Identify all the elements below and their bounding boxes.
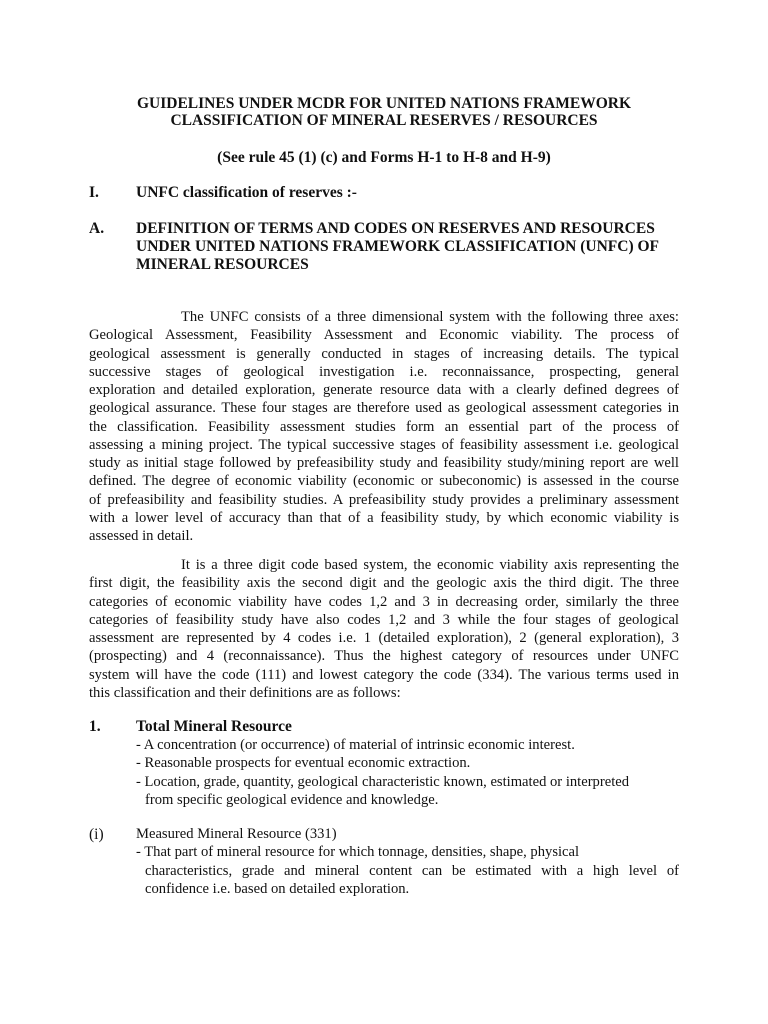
paragraph-line: assessing a mining project. The typical successive stages of feasibility assessment i.e. geological [89,436,679,453]
list-item: - Reasonable prospects for eventual economic extraction. [136,755,471,772]
item-i-title: Measured Mineral Resource (331) [136,826,337,842]
paragraph-line: of prefeasibility and feasibility studies. A prefeasibility study provides a preliminary assessment [89,491,679,508]
paragraph-line: with a lower level of accuracy than that of a feasibility study, by which economic viability is [89,509,679,526]
list-item: - Location, grade, quantity, geological characteristic known, estimated or interpreted [136,773,630,790]
paragraph-line: the classification. Feasibility assessment studies form an essential part of the process of [89,418,679,435]
item-1-title: Total Mineral Resource [136,718,292,735]
paragraph-line: The UNFC consists of a three dimensional system with the following three axes: [181,309,679,325]
paragraph-line: system will have the code (111) and lowest category the code (334). The various terms used in [89,666,679,683]
paragraph-line: defined. The degree of economic viability (economic or subeconomic) is assessed in the course [89,473,679,490]
document-title-line-2: CLASSIFICATION OF MINERAL RESERVES / RESOURCES [170,112,598,129]
paragraph-line: geological assessment is generally conducted in stages of increasing details. The typical [89,345,679,362]
item-i-block [136,825,679,898]
list-item-continuation: from specific geological evidence and knowledge. [145,791,439,808]
section-i-marker: I. [89,184,99,201]
paragraph-line: successive stages of geological investigation i.e. reconnaissance, prospecting, general [89,363,679,380]
section-a-heading-line-1: DEFINITION OF TERMS AND CODES ON RESERVES AND RESOURCES [136,220,655,237]
item-1-list [136,736,679,809]
section-i-heading: UNFC classification of reserves :- [136,184,357,201]
list-item-continuation: confidence i.e. based on detailed exploration. [145,880,410,897]
paragraph-code-system [89,556,679,702]
section-a-marker: A. [89,220,105,237]
paragraph-line: It is a three digit code based system, the economic viability axis representing the [181,557,679,573]
paragraph-line: (prospecting) and 4 (reconnaissance). Thus the highest category of resources under UNFC [89,648,679,665]
paragraph-line: assessment are represented by 4 codes i.e. 1 (detailed exploration), 2 (general exploration), 3 [89,630,679,646]
paragraph-line: exploration and detailed exploration, generate resource data with a clearly defined degrees of [89,382,679,398]
paragraph-line: study as initial stage followed by prefeasibility study and feasibility study/mining report are well [89,455,679,471]
section-a-heading-line-3: MINERAL RESOURCES [136,256,309,273]
paragraph-line: first digit, the feasibility axis the second digit and the geologic axis the third digit. The three [89,575,679,592]
list-item-continuation: characteristics, grade and mineral content can be estimated with a high level of [145,862,679,879]
list-item: - That part of mineral resource for which tonnage, densities, shape, physical [136,844,580,861]
item-1-marker: 1. [89,718,101,735]
paragraph-line: geological assurance. These four stages are therefore used as geological assessment categories in [89,400,679,417]
paragraph-line: categories of economic viability have codes 1,2 and 3 in decreasing order, similarly the three [89,593,679,610]
paragraph-line: Geological Assessment, Feasibility Assessment and Economic viability. The process of [89,327,679,344]
list-item: - A concentration (or occurrence) of material of intrinsic economic interest. [136,737,575,753]
paragraph-line: this classification and their definitions are as follows: [89,684,401,701]
paragraph-line: assessed in detail. [89,528,194,544]
document-title-line-1: GUIDELINES UNDER MCDR FOR UNITED NATIONS FRAMEWORK [136,95,632,112]
paragraph-line: categories of feasibility study have also codes 1,2 and 3 while the four stages of geological [89,611,679,628]
section-a-heading-line-2: UNDER UNITED NATIONS FRAMEWORK CLASSIFICATION (UNFC) OF [136,238,660,255]
document-subtitle: (See rule 45 (1) (c) and Forms H-1 to H-8 and H-9) [217,149,551,166]
item-i-marker: (i) [89,826,104,843]
paragraph-unfc-axes [89,308,679,545]
